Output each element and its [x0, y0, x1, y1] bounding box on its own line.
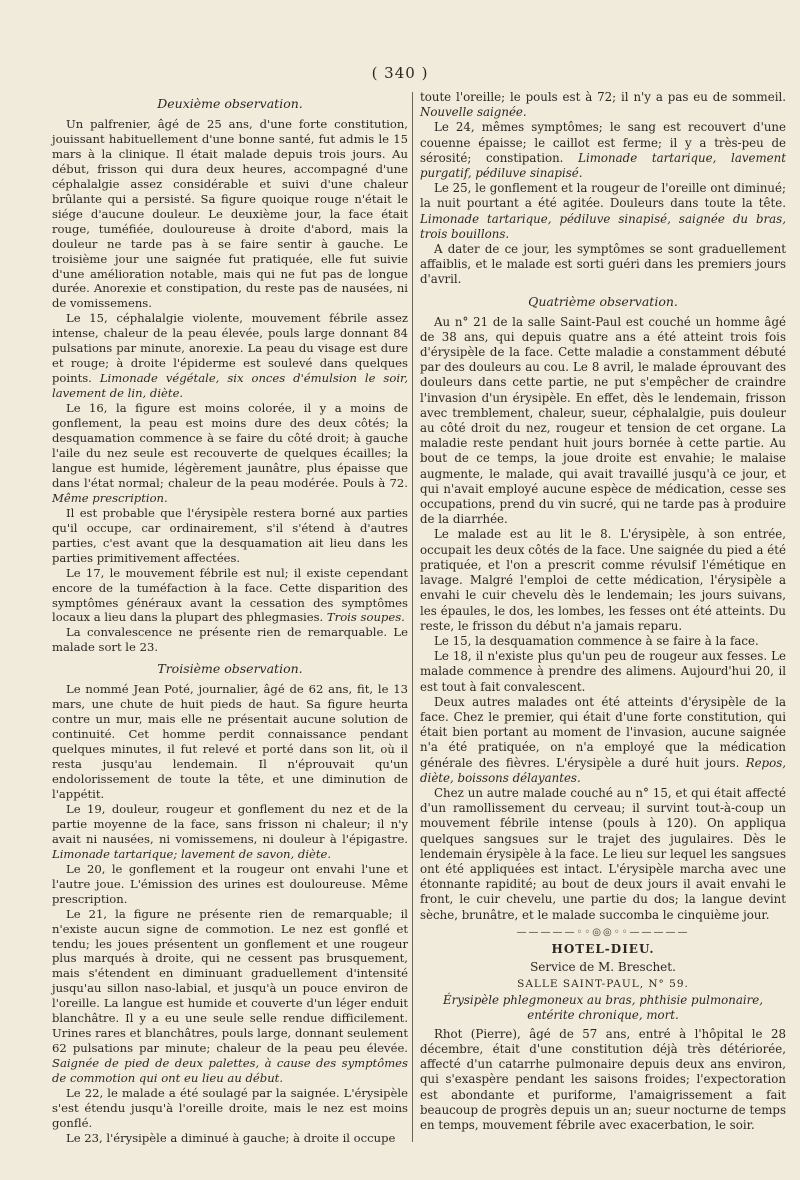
paragraph: La convalescence ne présente rien de remarquable. Le malade sort le 23. — [52, 625, 408, 655]
paragraph: Le 25, le gonflement et la rougeur de l'oreille ont diminué; la nuit pourtant a été agitée. Douleurs dans toute la tête. Limonade tartarique, pédiluve sinapisé, saignée du bras, trois bouillons. — [420, 181, 786, 241]
prescription-text: Trois soupes. — [326, 610, 405, 625]
paragraph: A dater de ce jour, les symptômes se sont graduellement affaiblis, et le malade est sorti guéri dans les premiers jours d'avril. — [420, 242, 786, 287]
paragraph: Au n° 21 de la salle Saint-Paul est couché un homme âgé de 38 ans, qui depuis quatre ans a été atteint trois fois d'érysipèle de la face. Cette maladie a constamment débuté par des douleurs au cou. Le 8 avril, le malade éprouvant des douleurs dans cette partie, ne put s'empêcher de craindre l'invasion d'un érysipèle. En effet, dès le lendemain, frisson avec tremblement, chaleur, sueur, céphalalgie, puis douleur au côté droit du nez, rougeur et tension de cet organe. La maladie reste pendant huit jours bornée à cette partie. Au bout de ce temps, la joue droite est envahie; le malaise augmente, le malade, qui avait travaillé jusqu'à ce jour, et qui n'avait employé aucune espèce de médication, cesse ses occupations, prend du vin sucré, qui ne tarde pas à produire de la diarrhée. — [420, 314, 786, 527]
ornament-divider: —————◦◦◎◎◦◦————— — [516, 926, 690, 938]
paragraph: Le 19, douleur, rougeur et gonflement du nez et de la partie moyenne de la face, sans frisson ni chaleur; il n'y avait ni nausées, ni vomissemens, ni douleur à l'épigastre. Limonade tartarique; lavement de savon, diète. — [52, 801, 408, 861]
heading-fourth-observation: Quatrième observation. — [528, 293, 678, 309]
paragraph: Le malade est au lit le 8. L'érysipèle, à son entrée, occupait les deux côtés de la face. Une saignée du pied a été pratiquée, et l'on a prescrit comme révulsif l'émétique en lavage. Malgré l'emploi de cette médication, l'érysipèle a envahi le cuir chevelu dès le lendemain; les jours suivans, les épaules, le dos, les lombes, les fesses ont été atteints. Du reste, le frisson du début n'a jamais reparu. — [420, 527, 786, 633]
paragraph: Le 22, le malade a été soulagé par la saignée. L'érysipèle s'est étendu jusqu'à l'oreille droite, mais le nez est moins gonflé. — [52, 1086, 408, 1130]
ward-heading: SALLE SAINT-PAUL, N° 59. — [517, 977, 689, 990]
right-column — [420, 90, 786, 1133]
paragraph: Le 23, l'érysipèle a diminué à gauche; à droite il occupe — [66, 1130, 396, 1145]
left-column — [52, 90, 408, 1146]
paragraph: Le 17, le mouvement fébrile est nul; il existe cependant encore de la tuméfaction à la face. Cette disparition des symptômes généraux avant la cessation des symptômes locaux a lieu dans la plupart des phlegmasies. Trois soupes. — [52, 565, 408, 625]
prescription-text: Limonade végétale, six onces d'émulsion le soir, lavement de lin, diète. — [52, 371, 409, 401]
hospital-heading: HOTEL-DIEU. — [551, 941, 655, 956]
prescription-text: Limonade tartarique, pédiluve sinapisé, saignée du bras, trois bouillons. — [420, 211, 786, 241]
paragraph: Le 21, la figure ne présente rien de remarquable; il n'existe aucun signe de commotion. Le nez est gonflé et tendu; les joues présentent un gonflement et une rougeur plus marqués à droite, qui ne cessent pas brusquement, mais s'étendent en diminuant graduellement d'intensité jusqu'au sillon naso-labial, et jusqu'à un pouce environ de l'oreille. La langue est humide et couverte d'un léger enduit blanchâtre. Il y a eu une seule selle rendue difficilement. Urines rares et blanchâtres, pouls large, donnant seulement 62 pulsations par minute; chaleur de la peau peu élevée. Saignée de pied de deux palettes, à cause des symptômes de commotion qui ont eu lieu au début. — [52, 906, 408, 1086]
prescription-text: Nouvelle saignée. — [420, 105, 527, 120]
prescription-text: Même prescription. — [52, 490, 168, 505]
paragraph: Le 15, céphalalgie violente, mouvement fébrile assez intense, chaleur de la peau élevée, pouls large donnant 84 pulsations par minute, anorexie. La peau du visage est dure et rouge; à droite l'épiderme est soulevé dans quelques points. Limonade végétale, six onces d'émulsion le soir, lavement de lin, diète. — [52, 311, 409, 401]
column-divider — [412, 92, 413, 1142]
paragraph: Le 18, il n'existe plus qu'un peu de rougeur aux fesses. Le malade commence à prendre des alimens. Aujourd'hui 20, il est tout à fait convalescent. — [420, 649, 786, 694]
paragraph: Chez un autre malade couché au n° 15, et qui était affecté d'un ramollissement du cerveau; il survint tout-à-coup un mouvement fébrile intense (pouls à 120). On appliqua quelques sangsues sur le trajet des jugulaires. Dès le lendemain érysipèle à la face. Le lieu sur lequel les sangsues ont été appliquées est intact. L'érysipèle marcha avec une étonnante rapidité; au bout de deux jours il avait envahi le front, le cuir chevelu, une partie du dos; la langue devint sèche, brunâtre, et le malade succomba le cinquième jour. — [420, 785, 786, 922]
paragraph: Rhot (Pierre), âgé de 57 ans, entré à l'hôpital le 28 décembre, était d'une constitution déjà très détériorée, affecté d'un catarrhe pulmonaire depuis deux ans environ, qui s'exaspère pendant les saisons froides; l'expectoration est abondante et puriforme, l'amaigrissement a fait beaucoup de progrès depuis un an; sueur nocturne de temps en temps, mouvement fébrile avec exacerbation, le soir. — [420, 1026, 786, 1132]
page-number: ( 340 ) — [371, 64, 429, 82]
prescription-text: Saignée de pied de deux palettes, à cause des symptômes de commotion qui ont eu lieu au début. — [52, 1056, 408, 1086]
paragraph: Le 15, la desquamation commence à se faire à la face. — [434, 633, 759, 648]
paragraph: Le 16, la figure est moins colorée, il y a moins de gonflement, la peau est moins dure des deux côtés; la desquamation commence à se faire du côté droit; à gauche l'aile du nez seule est recouverte de quelques écailles; la langue est humide, légèrement jaunâtre, plus épaisse que dans l'état normal; chaleur de la peau modérée. Pouls à 72. Même prescription. — [52, 401, 408, 505]
paragraph: Deux autres malades ont été atteints d'érysipèle de la face. Chez le premier, qui était d'une forte constitution, qui était bien portant au moment de l'invasion, aucune saignée n'a été pratiquée, on n'a employé que la médication générale des fièvres. L'érysipèle a duré huit jours. Repos, diète, boissons délayantes. — [420, 694, 787, 785]
case-title: Érysipèle phlegmoneux au bras, phthisie pulmonaire, entérite chronique, mort. — [442, 992, 764, 1022]
paragraph: Un palfrenier, âgé de 25 ans, d'une forte constitution, jouissant habituellement d'une bonne santé, fut admis le 15 mars à la clinique. Il était malade depuis trois jours. Au début, frisson qui dura deux heures, accompagné d'une céphalalgie assez considérable et suivi d'une chaleur brûlante qui a persisté. Sa figure quoique rouge n'était le siége d'aucune douleur. Le deuxième jour, la face était rouge, tuméfiée, douloureuse à droite d'abord, mais la douleur ne tarde pas à se faire sentir à gauche. Le troisième jour une saignée fut pratiquée, elle fut suivie d'une amélioration notable, mais qui ne fut pas de longue durée. Anorexie et constipation, du reste pas de nausées, ni de vomissemens. — [52, 117, 408, 311]
paragraph: Le 20, le gonflement et la rougeur ont envahi l'une et l'autre joue. L'émission des urines est douloureuse. Même prescription. — [52, 861, 408, 906]
paragraph: toute l'oreille; le pouls est à 72; il n'y a pas eu de sommeil. Nouvelle saignée. — [420, 90, 786, 120]
prescription-text: Repos, diète, boissons délayantes. — [420, 755, 787, 785]
prescription-text: Limonade tartarique, lavement purgatif, pédiluve sinapisé. — [420, 150, 787, 181]
paragraph: Il est probable que l'érysipèle restera borné aux parties qu'il occupe, car ordinairement, s'il s'étend à d'autres parties, c'est avant que la desquamation ait lieu dans les parties primitivement affectées. — [52, 505, 408, 565]
heading-third-observation: Troisième observation. — [157, 661, 303, 677]
paragraph: Le nommé Jean Poté, journalier, âgé de 62 ans, fit, le 13 mars, une chute de huit pieds de haut. Sa figure heurta contre un mur, mais elle ne présentait aucune solution de continuité. Cet homme perdit connaissance pendant quelques minutes, il fut relevé et porté dans son lit, où il resta jusqu'au lendemain. Il n'éprouvait qu'un endolorissement de toute la tête, et une diminution de l'appétit. — [52, 682, 408, 801]
prescription-text: Limonade tartarique; lavement de savon, diète. — [52, 846, 332, 861]
heading-second-observation: Deuxième observation. — [157, 96, 303, 111]
service-heading: Service de M. Breschet. — [530, 959, 676, 974]
paragraph: Le 24, mêmes symptômes; le sang est recouvert d'une couenne épaisse; le caillot est ferme; il y a très-peu de sérosité; constipation. Limonade tartarique, lavement purgatif, pédiluve sinapisé. — [420, 120, 787, 181]
